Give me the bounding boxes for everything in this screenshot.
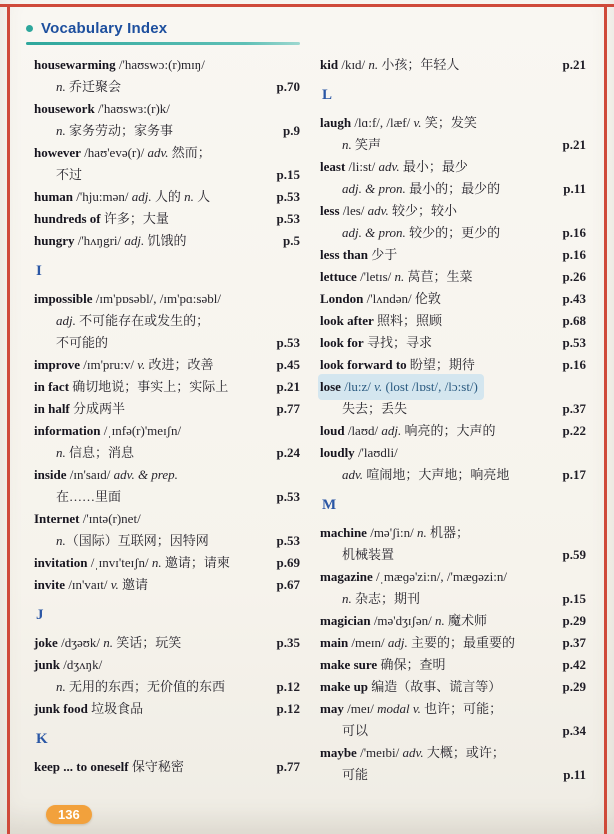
- entry-line: [34, 420, 300, 442]
- entry-line: [320, 332, 586, 354]
- entry-text: housework /'haʊswɜ:(r)k/: [34, 101, 170, 116]
- vocab-entry: [34, 508, 300, 552]
- entry-line: [34, 398, 300, 420]
- entry-line: [320, 420, 586, 442]
- page-ref: p.12: [276, 679, 300, 694]
- vocab-entry: [320, 522, 586, 566]
- vocab-entry: [34, 698, 300, 720]
- vocab-entry: [320, 420, 586, 442]
- page-ref: p.37: [562, 635, 586, 650]
- vocab-entry: [34, 230, 300, 252]
- entry-text: invitation /ˌɪnvɪ'teɪʃn/ n. 邀请；请柬: [34, 555, 230, 570]
- entry-text: look for 寻找；寻求: [320, 335, 432, 350]
- vocab-entry: [320, 566, 586, 610]
- entry-text: however /haʊ'evə(r)/ adv. 然而；: [34, 145, 211, 160]
- entry-line: [34, 574, 300, 596]
- entry-line: [34, 230, 300, 252]
- entry-line: [320, 398, 586, 420]
- vocab-entry: [320, 676, 586, 698]
- entry-line: [320, 698, 586, 720]
- section-letter-M: M: [322, 497, 337, 513]
- vocab-entry: [320, 698, 586, 742]
- entry-text: adj. & pron. 较少的；更少的: [342, 225, 501, 240]
- entry-line: [320, 442, 586, 464]
- section-letter-J: J: [36, 607, 44, 623]
- page-ref: p.15: [562, 591, 586, 606]
- page-ref: p.12: [276, 701, 300, 716]
- entry-line: [320, 544, 586, 566]
- entry-line: [320, 156, 586, 178]
- entry-line: [34, 310, 300, 332]
- entry-line: [320, 134, 586, 156]
- entry-text: 失去；丢失: [342, 401, 408, 416]
- page-ref: p.53: [276, 335, 300, 350]
- entry-text: maybe /'meɪbi/ adv. 大概；或许；: [320, 745, 505, 760]
- entry-line: [320, 178, 586, 200]
- entry-line: [34, 676, 300, 698]
- right-column: [320, 54, 586, 786]
- page-ref: p.77: [276, 401, 300, 416]
- entry-text: n. 笑声: [342, 137, 382, 152]
- entry-text: kid /kɪd/ n. 小孩；年轻人: [320, 57, 460, 72]
- entry-text: lose /lu:z/ v. (lost /lɒst/, /lɔ:st/): [320, 376, 482, 398]
- entry-text: n. 杂志；期刊: [342, 591, 421, 606]
- vocab-entry: [320, 244, 586, 266]
- entry-line: [34, 632, 300, 654]
- page-ref: p.53: [562, 335, 586, 350]
- vocab-entry: [320, 742, 586, 786]
- page-ref: p.16: [562, 357, 586, 372]
- right-border-line: [604, 4, 607, 834]
- vocab-entry: [34, 142, 300, 186]
- entry-text: improve /ɪm'pru:v/ v. 改进；改善: [34, 357, 214, 372]
- vocab-entry: [320, 156, 586, 200]
- page-ref: p.53: [276, 189, 300, 204]
- entry-text: adj. & pron. 最小的；最少的: [342, 181, 501, 196]
- page-number: 136: [58, 807, 80, 822]
- page-ref: p.45: [276, 357, 300, 372]
- entry-text: n. 家务劳动；家务事: [56, 123, 174, 138]
- entry-text: n.（国际）互联网；因特网: [56, 533, 209, 548]
- entry-line: [34, 54, 300, 76]
- page-ref: p.53: [276, 211, 300, 226]
- vocab-entry: [34, 552, 300, 574]
- vocab-entry: [34, 420, 300, 464]
- entry-line: [34, 354, 300, 376]
- page-number-badge: [46, 805, 92, 824]
- entry-text: least /li:st/ adv. 最小；最少: [320, 159, 468, 174]
- page-ref: p.22: [562, 423, 586, 438]
- page-ref: p.69: [276, 555, 300, 570]
- vocab-entry: [320, 332, 586, 354]
- vocab-columns: [34, 54, 586, 786]
- entry-line: [34, 508, 300, 530]
- entry-line: [320, 288, 586, 310]
- section-letter-L: L: [322, 87, 333, 103]
- entry-line: [320, 522, 586, 544]
- vocab-entry: [34, 756, 300, 778]
- vocab-entry: [34, 574, 300, 596]
- entry-line: [34, 98, 300, 120]
- entry-line: [34, 486, 300, 508]
- entry-text: 机械装置: [342, 547, 395, 562]
- entry-line: [34, 530, 300, 552]
- entry-line: [320, 720, 586, 742]
- entry-line: [320, 244, 586, 266]
- entry-line: [320, 632, 586, 654]
- entry-line: [34, 208, 300, 230]
- entry-text: loud /laʊd/ adj. 响亮的；大声的: [320, 423, 496, 438]
- entry-text: adv. 喧闹地；大声地；响亮地: [342, 467, 510, 482]
- entry-text: in fact 确切地说；事实上；实际上: [34, 379, 229, 394]
- entry-text: n. 乔迁聚会: [56, 79, 122, 94]
- vocab-entry: [320, 266, 586, 288]
- page-ref: p.67: [276, 577, 300, 592]
- page-ref: p.5: [283, 233, 300, 248]
- entry-text: may /meɪ/ modal v. 也许；可能；: [320, 701, 503, 716]
- vocab-entry: [320, 354, 586, 376]
- entry-text: human /'hju:mən/ adj. 人的 n. 人: [34, 189, 211, 204]
- entry-text: make up 编造（故事、谎言等）: [320, 679, 502, 694]
- header-underline: [26, 42, 300, 45]
- entry-text: magician /mə'dʒɪʃən/ n. 魔术师: [320, 613, 488, 628]
- left-border-line: [7, 4, 10, 834]
- entry-line: [320, 354, 586, 376]
- entry-text: loudly /'laʊdli/: [320, 445, 398, 460]
- entry-text: hungry /'hʌŋgri/ adj. 饥饿的: [34, 233, 187, 248]
- page-ref: p.77: [276, 759, 300, 774]
- page-ref: p.9: [283, 123, 300, 138]
- entry-line: [320, 654, 586, 676]
- page-ref: p.17: [562, 467, 586, 482]
- entry-line: [34, 376, 300, 398]
- page-ref: p.29: [562, 613, 586, 628]
- vocab-entry: [320, 610, 586, 632]
- entry-text: in half 分成两半: [34, 401, 126, 416]
- entry-line: [320, 266, 586, 288]
- page-ref: p.21: [276, 379, 300, 394]
- page-ref: p.68: [562, 313, 586, 328]
- page-ref: p.70: [276, 79, 300, 94]
- page-ref: p.53: [276, 489, 300, 504]
- section-letter-K: K: [36, 731, 48, 747]
- left-column: [34, 54, 300, 786]
- entry-line: [320, 464, 586, 486]
- entry-line: [34, 288, 300, 310]
- vocab-entry: [34, 354, 300, 376]
- entry-line: [34, 164, 300, 186]
- entry-line: [34, 464, 300, 486]
- vocab-entry: [320, 112, 586, 156]
- entry-text: laugh /lɑ:f/, /læf/ v. 笑；发笑: [320, 115, 477, 130]
- page-ref: p.29: [562, 679, 586, 694]
- entry-line: [34, 186, 300, 208]
- vocab-entry: [34, 186, 300, 208]
- entry-text: adj. 不可能存在或发生的；: [56, 313, 210, 328]
- entry-text: main /meɪn/ adj. 主要的；最重要的: [320, 635, 516, 650]
- vocab-entry: [320, 442, 586, 486]
- entry-text: machine /mə'ʃi:n/ n. 机器；: [320, 525, 469, 540]
- page-ref: p.35: [276, 635, 300, 650]
- vocab-entry: [34, 98, 300, 142]
- page-ref: p.42: [562, 657, 586, 672]
- entry-text: junk /dʒʌŋk/: [34, 657, 103, 672]
- entry-text: invite /ɪn'vaɪt/ v. 邀请: [34, 577, 149, 592]
- entry-line: [34, 76, 300, 98]
- section-letter-I: I: [36, 263, 42, 279]
- entry-line: [34, 332, 300, 354]
- entry-text: London /'lʌndən/ 伦敦: [320, 291, 441, 306]
- entry-line: [320, 310, 586, 332]
- page-ref: p.16: [562, 247, 586, 262]
- vocab-entry: [34, 632, 300, 654]
- entry-text: make sure 确保；查明: [320, 657, 446, 672]
- vocab-entry: [320, 310, 586, 332]
- entry-line: [320, 566, 586, 588]
- page-title: Vocabulary Index: [41, 20, 168, 37]
- entry-line: [320, 610, 586, 632]
- vocab-entry: [320, 654, 586, 676]
- page-ref: p.59: [562, 547, 586, 562]
- page-ref: p.21: [562, 137, 586, 152]
- entry-text: 可以: [342, 723, 369, 738]
- entry-text: n. 无用的东西；无价值的东西: [56, 679, 226, 694]
- entry-line: [34, 698, 300, 720]
- entry-text: impossible /ɪm'pɒsəbl/, /ɪm'pɑ:səbl/: [34, 291, 221, 306]
- entry-line: [34, 142, 300, 164]
- vocab-entry: [34, 54, 300, 98]
- page-ref: p.53: [276, 533, 300, 548]
- entry-text: Internet /'ɪntə(r)net/: [34, 511, 141, 526]
- entry-line: [320, 200, 586, 222]
- page-ref: p.37: [562, 401, 586, 416]
- entry-text: n. 信息；消息: [56, 445, 135, 460]
- entry-line: [34, 654, 300, 676]
- entry-text: lettuce /'letɪs/ n. 莴苣；生菜: [320, 269, 473, 284]
- bullet-icon: [26, 25, 33, 32]
- page-ref: p.34: [562, 723, 586, 738]
- vocab-entry: [320, 54, 586, 76]
- page-ref: p.11: [563, 767, 586, 782]
- entry-line: [320, 54, 586, 76]
- page-ref: p.11: [563, 181, 586, 196]
- entry-line: [34, 756, 300, 778]
- entry-text: keep ... to oneself 保守秘密: [34, 759, 184, 774]
- entry-text: inside /ɪn'saɪd/ adv. & prep.: [34, 467, 178, 482]
- entry-text: 不可能的: [56, 335, 109, 350]
- entry-text: 在……里面: [56, 489, 122, 504]
- page-ref: p.24: [276, 445, 300, 460]
- vocab-entry: [34, 654, 300, 698]
- page-header: [26, 20, 300, 45]
- vocab-entry: [34, 208, 300, 230]
- vocab-entry: [320, 200, 586, 244]
- vocab-entry: [320, 632, 586, 654]
- entry-line: [34, 120, 300, 142]
- entry-line: [34, 442, 300, 464]
- entry-text: 不过: [56, 167, 83, 182]
- vocab-entry: [320, 288, 586, 310]
- top-border-line: [0, 4, 614, 7]
- entry-line: [320, 742, 586, 764]
- entry-line: [320, 376, 586, 398]
- entry-text: less /les/ adv. 较少；较小: [320, 203, 457, 218]
- entry-line: [320, 676, 586, 698]
- vocab-entry: [320, 376, 586, 420]
- entry-line: [320, 112, 586, 134]
- entry-line: [320, 222, 586, 244]
- vocab-entry: [34, 464, 300, 508]
- entry-text: information /ˌɪnfə(r)'meɪʃn/: [34, 423, 182, 438]
- entry-line: [320, 588, 586, 610]
- entry-text: housewarming /'haʊswɔ:(r)mɪŋ/: [34, 57, 205, 72]
- entry-text: junk food 垃圾食品: [34, 701, 144, 716]
- entry-text: hundreds of 许多；大量: [34, 211, 169, 226]
- entry-text: 可能: [342, 767, 369, 782]
- entry-text: less than 少于: [320, 247, 398, 262]
- vocab-entry: [34, 398, 300, 420]
- page-ref: p.26: [562, 269, 586, 284]
- entry-text: look after 照料；照顾: [320, 313, 443, 328]
- entry-text: look forward to 盼望；期待: [320, 357, 475, 372]
- page-ref: p.21: [562, 57, 586, 72]
- entry-line: [34, 552, 300, 574]
- entry-text: joke /dʒəʊk/ n. 笑话；玩笑: [34, 635, 182, 650]
- entry-text: magazine /ˌmæɡə'zi:n/, /'mæɡəzi:n/: [320, 569, 508, 584]
- vocab-entry: [34, 288, 300, 354]
- page-ref: p.15: [276, 167, 300, 182]
- page-ref: p.43: [562, 291, 586, 306]
- vocab-entry: [34, 376, 300, 398]
- entry-line: [320, 764, 586, 786]
- page-ref: p.16: [562, 225, 586, 240]
